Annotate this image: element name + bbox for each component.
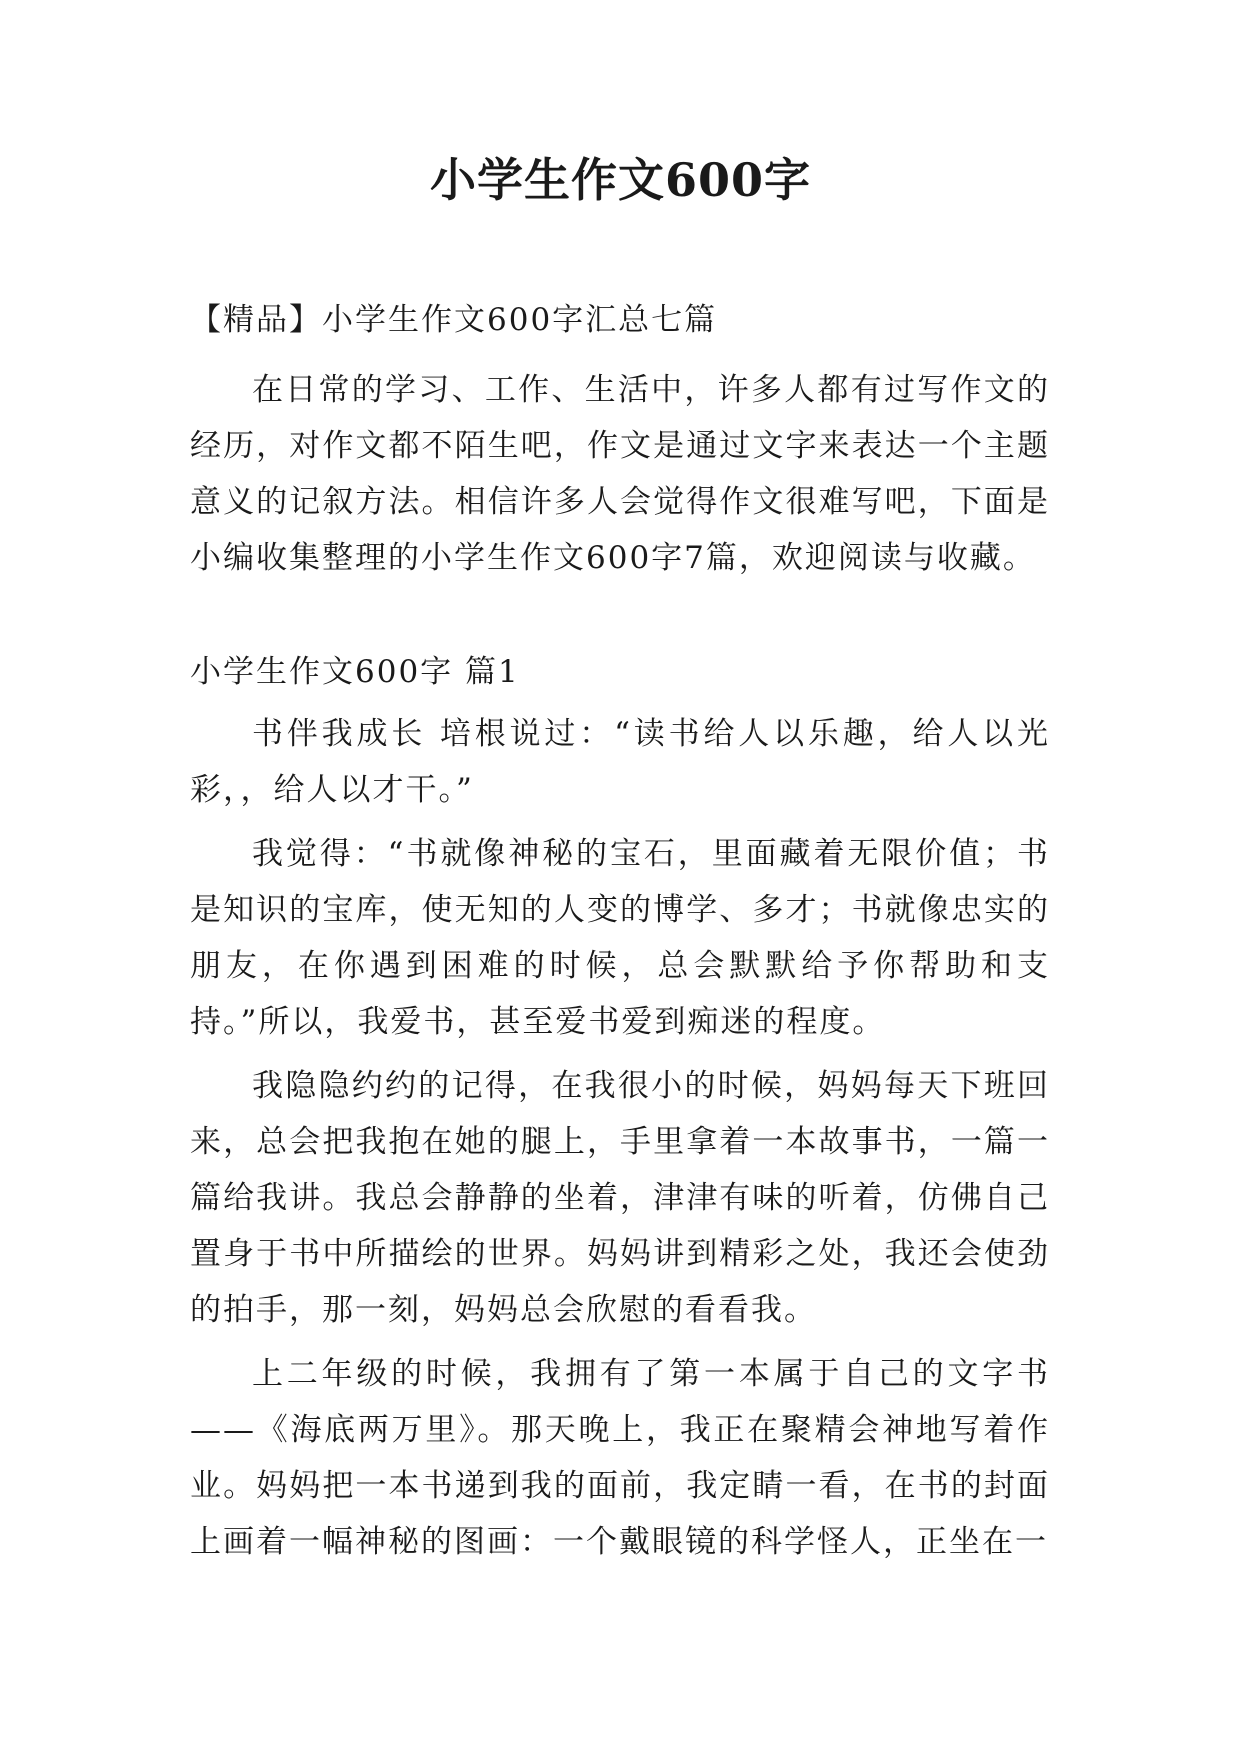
body-paragraph-1: 书伴我成长 培根说过：“读书给人以乐趣，给人以光彩，，给人以才干。” [190, 716, 1050, 808]
document-body [190, 292, 1050, 1570]
body-paragraph-3: 我隐隐约约的记得，在我很小的时候，妈妈每天下班回来，总会把我抱在她的腿上，手里拿着一本故事书，一篇一篇给我讲。我总会静静的坐着，津津有味的听着，仿佛自己置身于书中所描绘的世界。妈妈讲到精彩之处，我还会使劲的拍手，那一刻，妈妈总会欣慰的看看我。 [190, 1068, 1050, 1328]
intro-paragraph: 在日常的学习、工作、生活中，许多人都有过写作文的经历，对作文都不陌生吧，作文是通过文字来表达一个主题意义的记叙方法。相信许多人会觉得作文很难写吧，下面是小编收集整理的小学生作文600字7篇，欢迎阅读与收藏。 [190, 372, 1050, 576]
document-title: 小学生作文600字 [429, 153, 812, 207]
body-paragraph-4: 上二年级的时候，我拥有了第一本属于自己的文字书——《海底两万里》。那天晚上，我正在聚精会神地写着作业。妈妈把一本书递到我的面前，我定睛一看，在书的封面上画着一幅神秘的图画：一个戴眼镜的科学怪人，正坐在一 [190, 1356, 1050, 1560]
section-heading: 小学生作文600字 篇1 [190, 654, 520, 690]
body-paragraph-2: 我觉得：“书就像神秘的宝石，里面藏着无限价值；书是知识的宝库，使无知的人变的博学、多才；书就像忠实的朋友，在你遇到困难的时候，总会默默给予你帮助和支持。”所以，我爱书，甚至爱书爱到痴迷的程度。 [190, 836, 1050, 1040]
document-subtitle: 【精品】小学生作文600字汇总七篇 [190, 302, 718, 338]
